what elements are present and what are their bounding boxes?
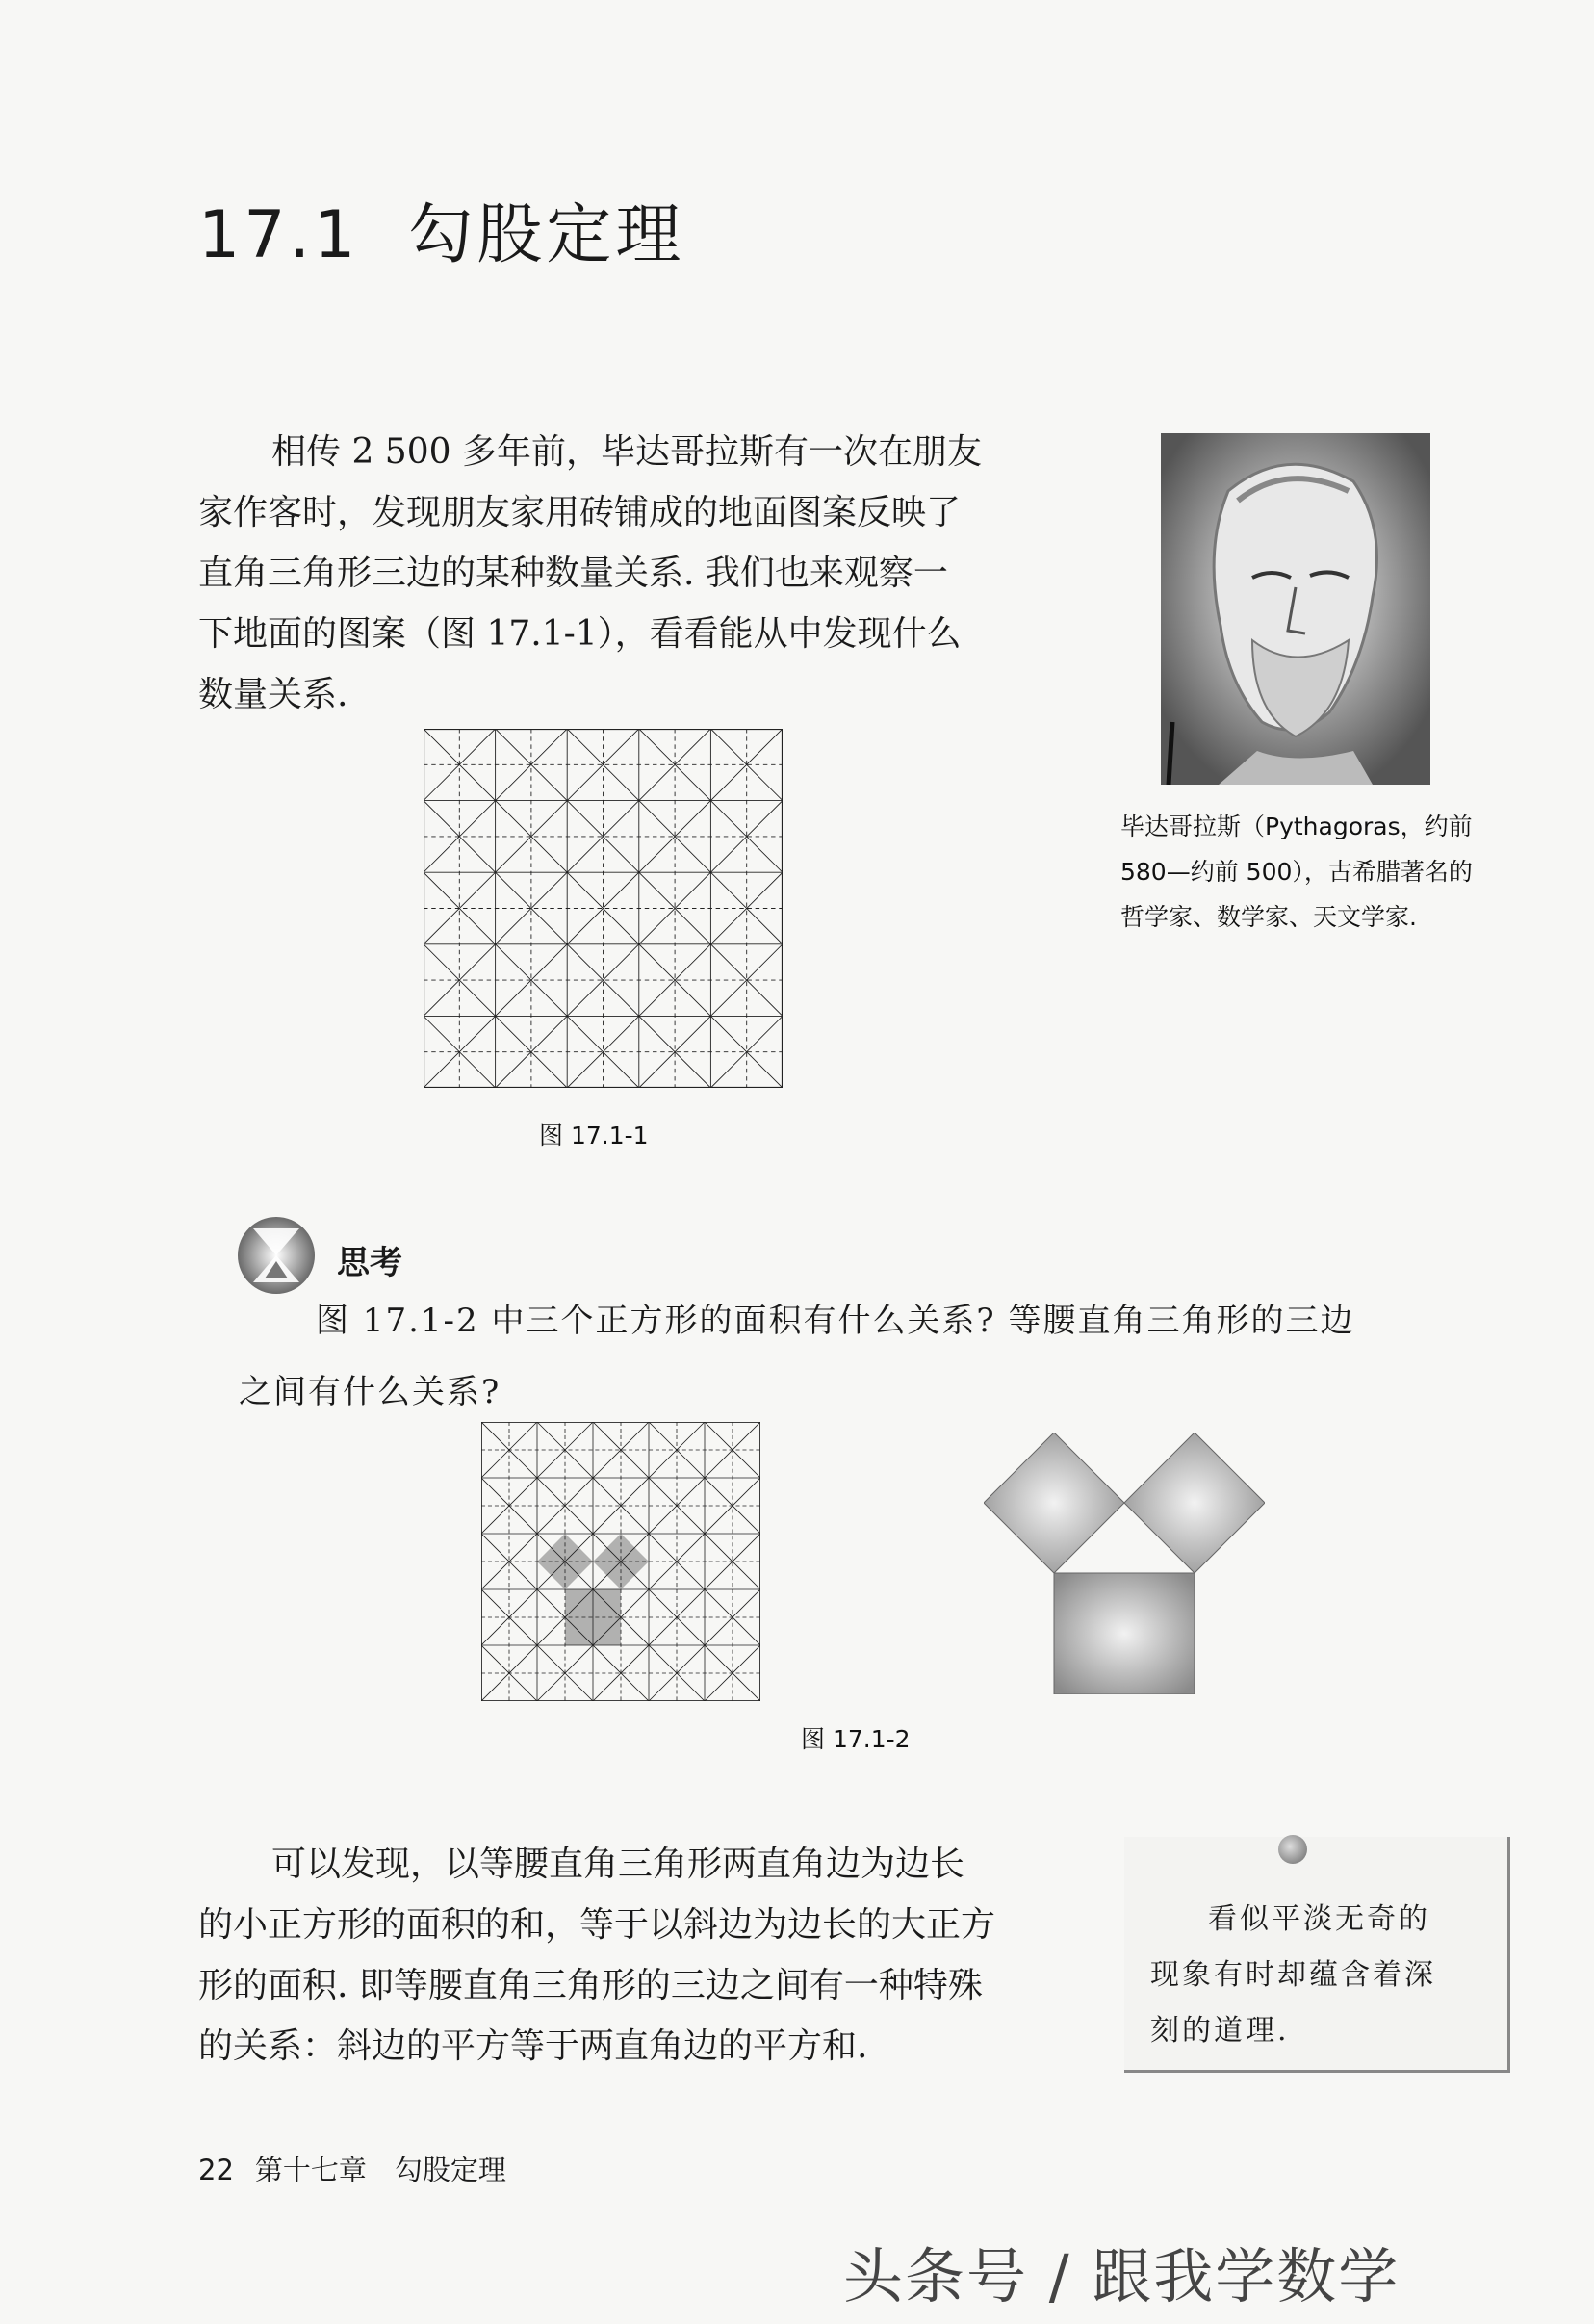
section-number: 17.1 <box>198 197 360 273</box>
portrait-image <box>1161 433 1430 785</box>
think-label: 思考 <box>337 1244 402 1282</box>
conclusion-line: 的小正方形的面积的和，等于以斜边为边长的大正方 <box>198 1905 996 1945</box>
conclusion-line: 可以发现，以等腰直角三角形两直角边为边长 <box>271 1845 965 1884</box>
floor-tile-pattern <box>424 729 783 1088</box>
section-title <box>198 183 684 276</box>
section-name: 勾股定理 <box>407 197 685 273</box>
figure2-caption: 图 17.1-2 <box>801 1725 911 1753</box>
intro-paragraph <box>198 422 1045 725</box>
pin-icon <box>1278 1835 1307 1864</box>
conclusion-line: 的关系：斜边的平方等于两直角边的平方和. <box>198 2027 868 2066</box>
note-line: 刻的道理. <box>1150 2014 1290 2048</box>
figure1-caption: 图 17.1-1 <box>539 1122 649 1149</box>
watermark: 头条号 / 跟我学数学 <box>843 2241 1401 2311</box>
intro-line: 直角三角形三边的某种数量关系. 我们也来观察一 <box>198 554 948 593</box>
caption-line: 580—约前 500），古希腊著名的 <box>1120 858 1473 886</box>
think-icon <box>236 1215 317 1296</box>
intro-line: 数量关系. <box>198 675 348 714</box>
question-line: 图 17.1-2 中三个正方形的面积有什么关系? 等腰直角三角形的三边 <box>316 1302 1355 1340</box>
caption-line: 毕达哥拉斯（Pythagoras，约前 <box>1120 813 1473 840</box>
caption-line: 哲学家、数学家、天文学家. <box>1120 903 1417 931</box>
note-line: 看似平淡无奇的 <box>1208 1902 1430 1936</box>
three-squares-diagram <box>984 1433 1265 1694</box>
question-line: 之间有什么关系? <box>239 1373 501 1411</box>
intro-line: 家作客时，发现朋友家用砖铺成的地面图案反映了 <box>198 493 962 532</box>
conclusion-paragraph <box>198 1834 1045 2077</box>
intro-line: 下地面的图案（图 17.1-1），看看能从中发现什么 <box>198 614 962 654</box>
intro-line: 相传 2 500 多年前，毕达哥拉斯有一次在朋友 <box>271 432 982 472</box>
chapter-title: 第十七章 勾股定理 <box>254 2154 506 2186</box>
page-footer <box>198 2149 506 2188</box>
conclusion-line: 形的面积. 即等腰直角三角形的三边之间有一种特殊 <box>198 1966 983 2005</box>
tile-pattern-highlighted <box>481 1422 760 1701</box>
side-note-text <box>1150 1892 1487 2059</box>
think-question <box>239 1285 1471 1428</box>
portrait-caption <box>1120 804 1505 940</box>
note-line: 现象有时却蕴含着深 <box>1150 1958 1436 1992</box>
page-number: 22 <box>198 2154 234 2186</box>
